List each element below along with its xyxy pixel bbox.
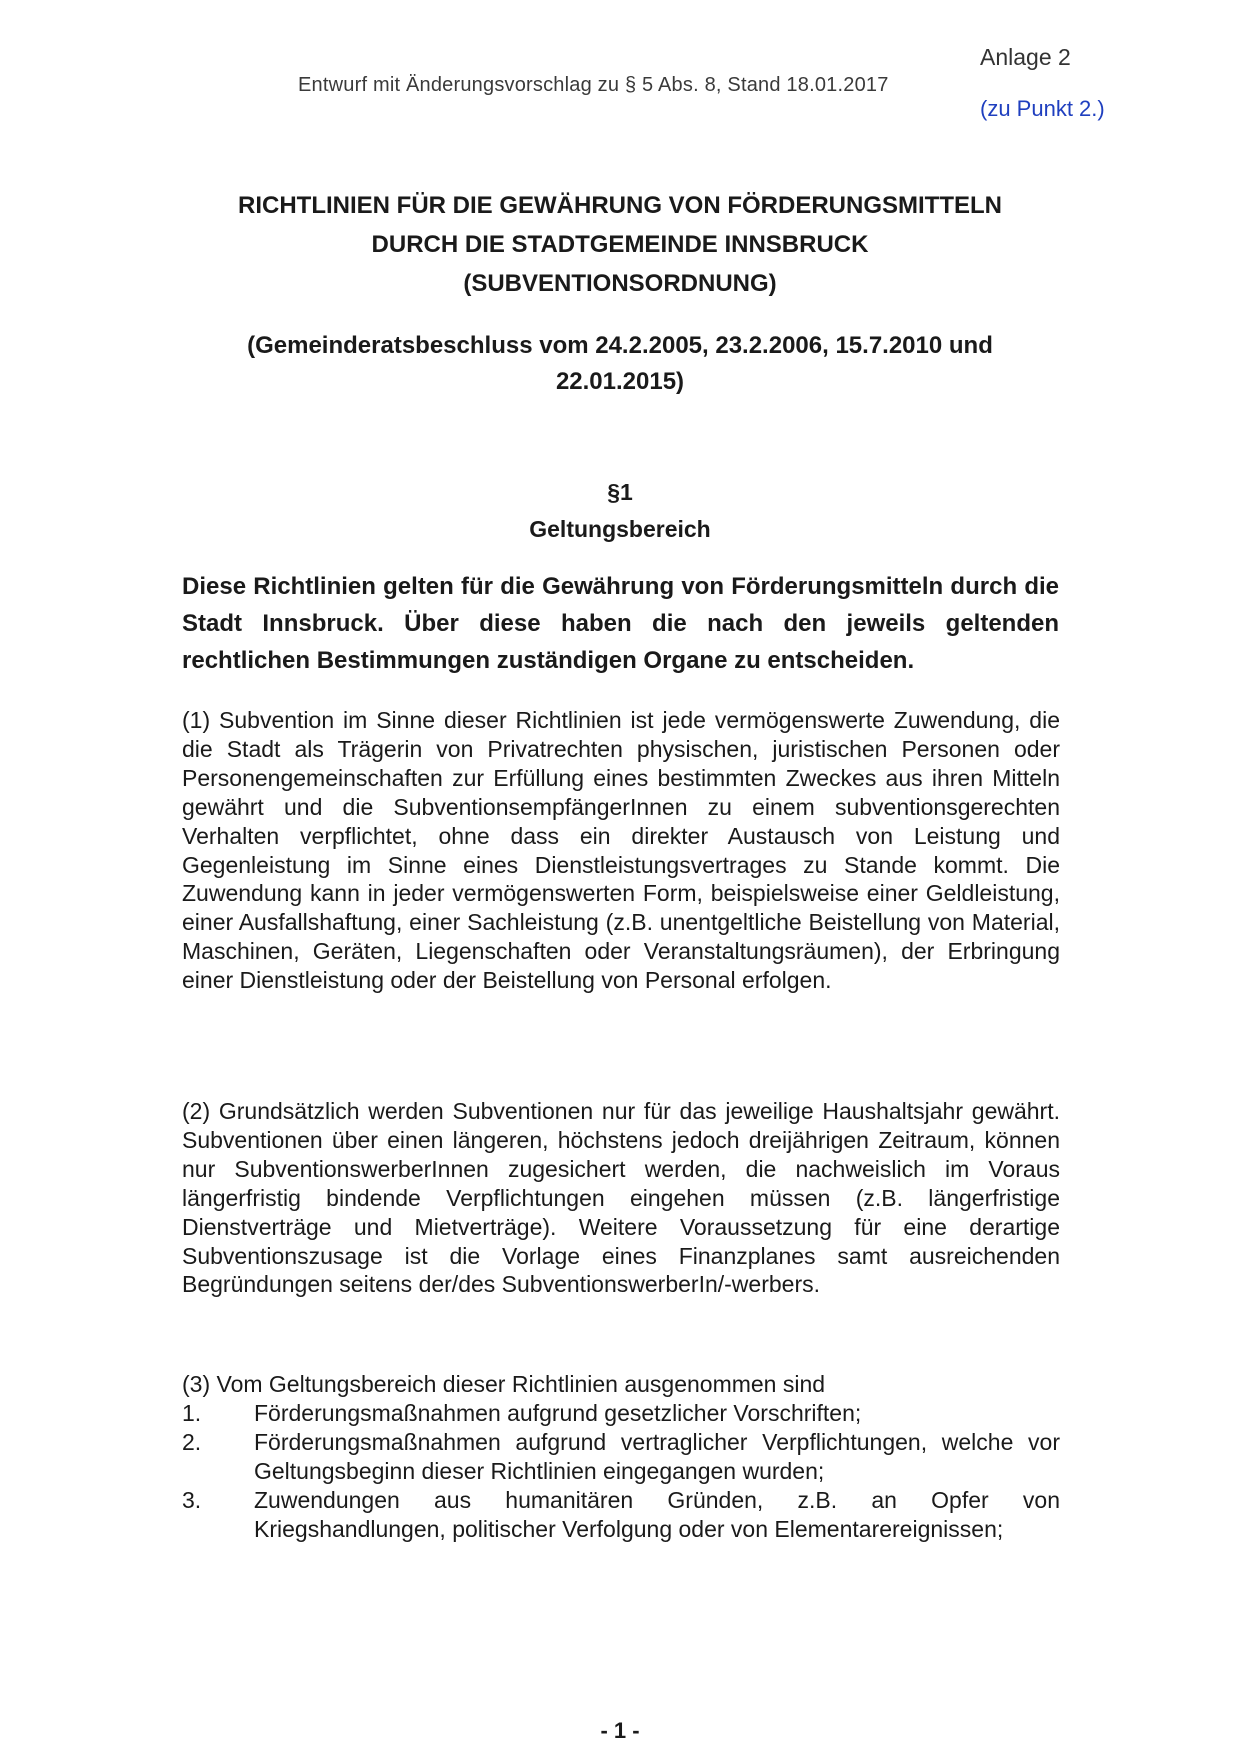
list-item-number: 2. <box>182 1429 202 1455</box>
section-number: §1 <box>607 479 633 505</box>
council-resolution <box>160 328 1080 400</box>
attachment-label: Anlage 2 <box>980 44 1071 70</box>
title-line-1: RICHTLINIEN FÜR DIE GEWÄHRUNG VON FÖRDERUNGSMITTELN <box>238 192 1002 219</box>
section-title: Geltungsbereich <box>529 516 711 542</box>
paragraph-1: (1) Subvention im Sinne dieser Richtlinien ist jede vermögenswerte Zuwendung, die die Stadt als Trägerin von Privatrechten physischen, juristischen Personen oder Personengemeinschaften zur Erfüllung eines bestimmten Zweckes aus ihren Mitteln gewährt und die SubventionsempfängerInnen zu einem subventionsgerechten Verhalten verpflichtet, ohne dass ein direkter Austausch von Leistung und Gegenleistung im Sinne eines Dienstleistungsvertrages zu Stande kommt. Die Zuwendung kann in jeder vermögenswerten Form, beispielsweise einer Geldleistung, einer Ausfallshaftung, einer Sachleistung (z.B. unentgeltliche Beistellung von Material, Maschinen, Geräten, Liegenschaften oder Veranstaltungsräumen), der Erbringung einer Dienstleistung oder der Beistellung von Personal erfolgen. <box>182 707 1060 994</box>
paragraph-3-heading: (3) Vom Geltungsbereich dieser Richtlinien ausgenommen sind <box>182 1371 826 1397</box>
list-item <box>182 1399 1060 1428</box>
draft-note: Entwurf mit Änderungsvorschlag zu § 5 Abs. 8, Stand 18.01.2017 <box>298 74 889 96</box>
point-reference: (zu Punkt 2.) <box>980 96 1105 121</box>
section-heading <box>300 474 940 548</box>
title-line-2: DURCH DIE STADTGEMEINDE INNSBRUCK <box>371 231 869 258</box>
list-item <box>182 1486 1060 1544</box>
list-item-number: 3. <box>182 1487 202 1513</box>
list-item-number: 1. <box>182 1400 202 1426</box>
title-line-3: (SUBVENTIONSORDNUNG) <box>463 270 777 297</box>
list-item-text: Förderungsmaßnahmen aufgrund gesetzlicher Vorschriften; <box>254 1400 862 1426</box>
list-item <box>182 1428 1060 1486</box>
list-item-text: Förderungsmaßnahmen aufgrund vertraglicher Verpflichtungen, welche vor Geltungsbeginn dieser Richtlinien eingegangen wurden; <box>254 1429 1060 1484</box>
paragraph-3 <box>182 1370 1060 1544</box>
paragraph-2: (2) Grundsätzlich werden Subventionen nur für das jeweilige Haushaltsjahr gewährt. Subventionen über einen längeren, höchstens jedoch dreijährigen Zeitraum, können nur SubventionswerberInnen zugesichert werden, die nachweislich im Voraus längerfristig bindende Verpflichtungen eingehen müssen (z.B. längerfristige Dienstverträge und Mietverträge). Weitere Voraussetzung für eine derartige Subventionszusage ist die Vorlage eines Finanzplanes samt ausreichenden Begründungen seitens der/des SubventionswerberIn/-werbers. <box>182 1098 1060 1298</box>
section-intro: Diese Richtlinien gelten für die Gewährung von Förderungsmitteln durch die Stadt Innsbruck. Über diese haben die nach den jeweils geltenden rechtlichen Bestimmungen zuständigen Organe zu entscheiden. <box>182 573 1059 674</box>
resolution-line-1: (Gemeinderatsbeschluss vom 24.2.2005, 23.2.2006, 15.7.2010 und <box>247 332 993 359</box>
resolution-line-2: 22.01.2015) <box>555 368 685 395</box>
page-number: - 1 - <box>600 1718 640 1743</box>
list-item-text: Zuwendungen aus humanitären Gründen, z.B. an Opfer von Kriegshandlungen, politischer Verfolgung oder von Elementarereignissen; <box>254 1487 1060 1542</box>
document-title <box>180 186 1060 303</box>
